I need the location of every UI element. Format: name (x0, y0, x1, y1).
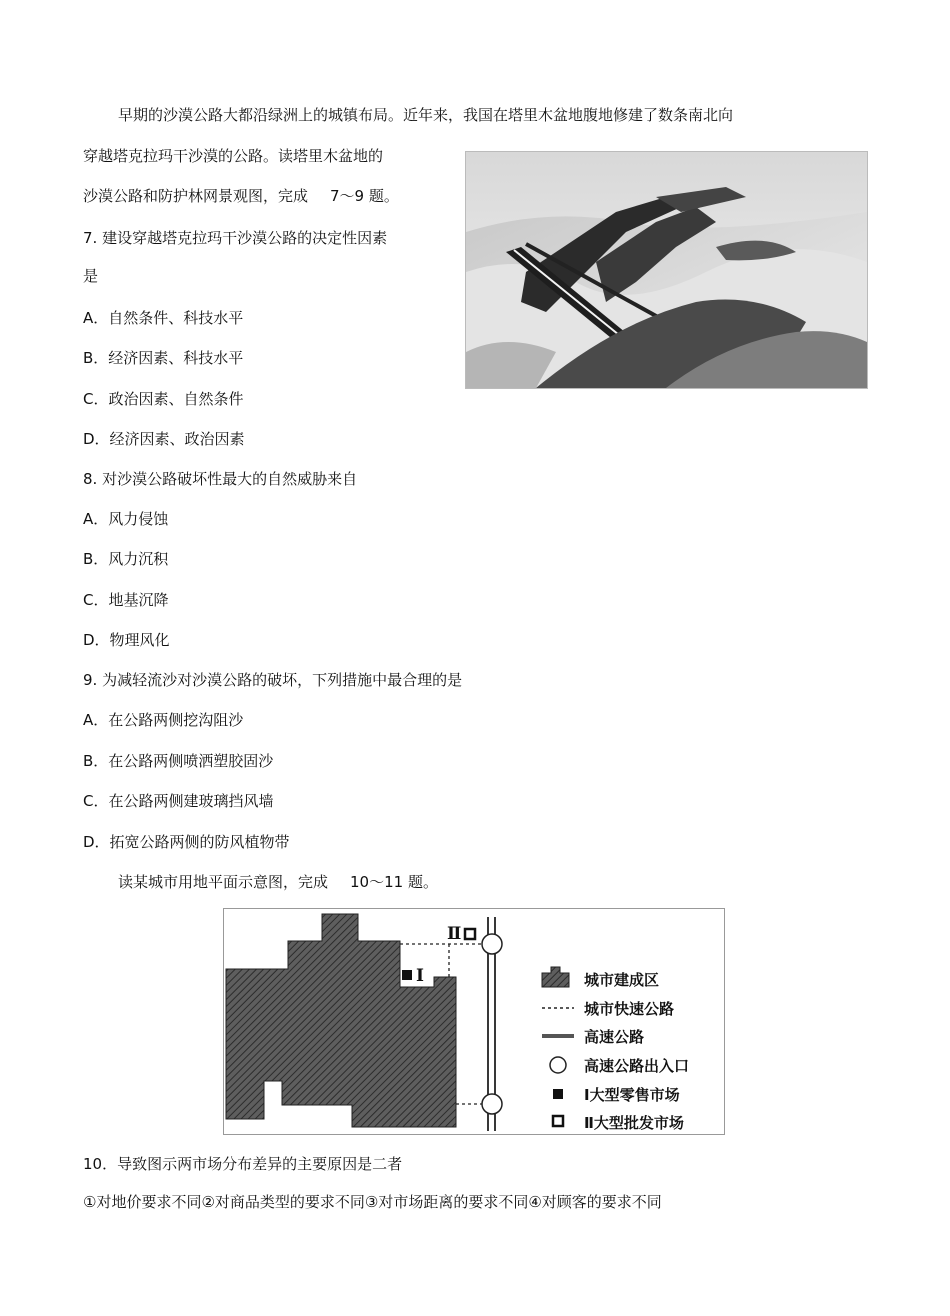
legend-wholesale-market: Ⅱ大型批发市场 (584, 1114, 684, 1132)
q10-choices: ①对地价要求不同②对商品类型的要求不同③对市场距离的要求不同④对顾客的要求不同 (83, 1193, 662, 1211)
city-land-use-map-graphic (224, 909, 724, 1134)
q7-option-b[interactable]: B．经济因素、科技水平 (83, 349, 244, 367)
q8-option-b[interactable]: B．风力沉积 (83, 550, 169, 568)
q8-option-a[interactable]: A．风力侵蚀 (83, 510, 169, 528)
legend-interchange: 高速公路出入口 (584, 1057, 690, 1075)
city-land-use-map (223, 908, 725, 1135)
label-II: Ⅱ (447, 924, 462, 944)
q8-option-d[interactable]: D．物理风化 (83, 631, 170, 649)
intro2-text: 读某城市用地平面示意图，完成 (118, 873, 329, 891)
map-legend (542, 967, 689, 1132)
wholesale-market-marker (465, 929, 475, 939)
intro-line-3 (83, 186, 399, 206)
intro-line-3-range: 7～9 题。 (330, 187, 399, 205)
q7-option-a[interactable]: A．自然条件、科技水平 (83, 309, 244, 327)
highway-interchange-south (482, 1094, 502, 1114)
legend-highway: 高速公路 (584, 1028, 645, 1046)
q7-stem-cont: 是 (83, 267, 99, 285)
q9-stem: 9. 为减轻流沙对沙漠公路的破坏，下列措施中最合理的是 (83, 671, 463, 689)
q8-stem: 8. 对沙漠公路破坏性最大的自然威胁来自 (83, 470, 358, 488)
built-up-area (226, 914, 456, 1127)
q9-option-c[interactable]: C．在公路两侧建玻璃挡风墙 (83, 792, 274, 810)
intro-line-1: 早期的沙漠公路大都沿绿洲上的城镇布局。近年来，我国在塔里木盆地腹地修建了数条南北向 (118, 106, 734, 124)
q9-option-b[interactable]: B．在公路两侧喷洒塑胶固沙 (83, 752, 274, 770)
legend-city-expressway: 城市快速公路 (584, 1000, 675, 1018)
label-I: Ⅰ (416, 966, 424, 986)
intro2-line (118, 872, 438, 892)
legend-built-up-area: 城市建成区 (584, 971, 660, 989)
intro-line-3-text: 沙漠公路和防护林网景观图，完成 (83, 187, 309, 205)
desert-road-photo-graphic (466, 152, 867, 388)
q7-option-d[interactable]: D．经济因素、政治因素 (83, 430, 245, 448)
intro2-range: 10～11 题。 (350, 873, 438, 891)
highway-interchange-north (482, 934, 502, 954)
retail-market-marker (402, 970, 412, 980)
intro-line-2: 穿越塔克拉玛干沙漠的公路。读塔里木盆地的 (83, 147, 384, 165)
q9-option-d[interactable]: D．拓宽公路两侧的防风植物带 (83, 833, 290, 851)
q10-stem: 10．导致图示两市场分布差异的主要原因是二者 (83, 1155, 403, 1173)
q7-stem: 7. 建设穿越塔克拉玛干沙漠公路的决定性因素 (83, 229, 388, 247)
q7-option-c[interactable]: C．政治因素、自然条件 (83, 390, 244, 408)
desert-road-photo (465, 151, 868, 389)
legend-retail-market: Ⅰ大型零售市场 (584, 1086, 680, 1104)
q8-option-c[interactable]: C．地基沉降 (83, 591, 169, 609)
q9-option-a[interactable]: A．在公路两侧挖沟阻沙 (83, 711, 244, 729)
